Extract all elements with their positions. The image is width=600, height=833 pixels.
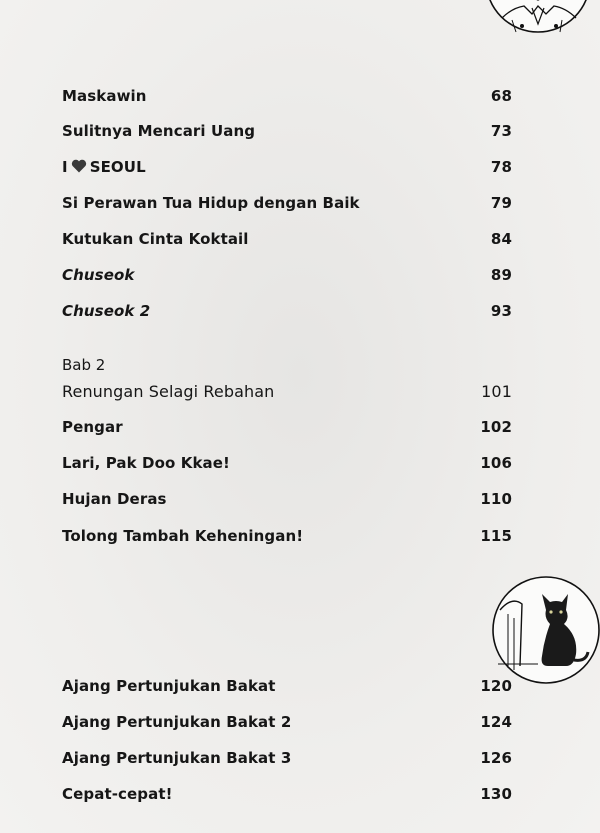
toc-entry-page: 120 bbox=[480, 677, 512, 695]
toc-entry-title: Sulitnya Mencari Uang bbox=[62, 122, 256, 140]
toc-entry bbox=[62, 227, 512, 251]
toc-entry-page: 89 bbox=[490, 266, 512, 284]
toc-entry-title: Si Perawan Tua Hidup dengan Baik bbox=[62, 194, 360, 212]
toc-entry bbox=[62, 379, 512, 403]
toc-entry bbox=[62, 710, 512, 734]
toc-entry-title-prefix: I bbox=[62, 158, 68, 176]
toc-entry bbox=[62, 782, 512, 806]
toc-entry-page: 110 bbox=[480, 490, 512, 508]
black-cat-illustration bbox=[488, 574, 600, 686]
heart-icon bbox=[71, 159, 87, 173]
toc-entry bbox=[62, 155, 512, 179]
toc-entry-title: Kutukan Cinta Koktail bbox=[62, 230, 249, 248]
toc-entry bbox=[62, 674, 512, 698]
toc-entry bbox=[62, 451, 512, 475]
toc-entry-page: 115 bbox=[480, 527, 512, 545]
person-portrait-illustration bbox=[482, 0, 600, 42]
toc-entry bbox=[62, 84, 512, 108]
toc-entry bbox=[62, 263, 512, 287]
toc-entry-title: Pengar bbox=[62, 418, 123, 436]
toc-entry-title: Cepat-cepat! bbox=[62, 785, 173, 803]
toc-entry-title bbox=[62, 158, 146, 176]
toc-entry-page: 79 bbox=[490, 194, 512, 212]
toc-entry-title: Lari, Pak Doo Kkae! bbox=[62, 454, 230, 472]
toc-entry bbox=[62, 746, 512, 770]
toc-entry-title: Maskawin bbox=[62, 87, 147, 105]
toc-entry-page: 78 bbox=[490, 158, 512, 176]
toc-entry-page: 68 bbox=[490, 87, 512, 105]
toc-entry bbox=[62, 487, 512, 511]
toc-entry bbox=[62, 299, 512, 323]
toc-entry bbox=[62, 119, 512, 143]
toc-entry-title: Tolong Tambah Keheningan! bbox=[62, 527, 304, 545]
toc-entry-title: Ajang Pertunjukan Bakat 3 bbox=[62, 749, 292, 767]
toc-entry-title-suffix: SEOUL bbox=[89, 158, 146, 176]
toc-entry-page: 73 bbox=[490, 122, 512, 140]
toc-entry-page: 124 bbox=[480, 713, 512, 731]
toc-entry-page: 126 bbox=[480, 749, 512, 767]
toc-entry-page: 101 bbox=[481, 381, 512, 401]
toc-entry-page: 106 bbox=[480, 454, 512, 472]
toc-entry bbox=[62, 524, 512, 548]
toc-entry-page: 102 bbox=[480, 418, 512, 436]
toc-entry-title: Hujan Deras bbox=[62, 490, 167, 508]
toc-entry-title: Renungan Selagi Rebahan bbox=[62, 381, 275, 401]
toc-entry-title: Ajang Pertunjukan Bakat 2 bbox=[62, 713, 292, 731]
toc-entry-title: Chuseok bbox=[62, 266, 135, 284]
toc-entry-title: Ajang Pertunjukan Bakat bbox=[62, 677, 276, 695]
toc-entry-page: 93 bbox=[490, 302, 512, 320]
section-heading: Bab 2 bbox=[62, 356, 106, 374]
toc-entry bbox=[62, 415, 512, 439]
toc-entry-title: Chuseok 2 bbox=[62, 302, 151, 320]
toc-entry bbox=[62, 191, 512, 215]
toc-entry-page: 130 bbox=[480, 785, 512, 803]
toc-entry-page: 84 bbox=[490, 230, 512, 248]
